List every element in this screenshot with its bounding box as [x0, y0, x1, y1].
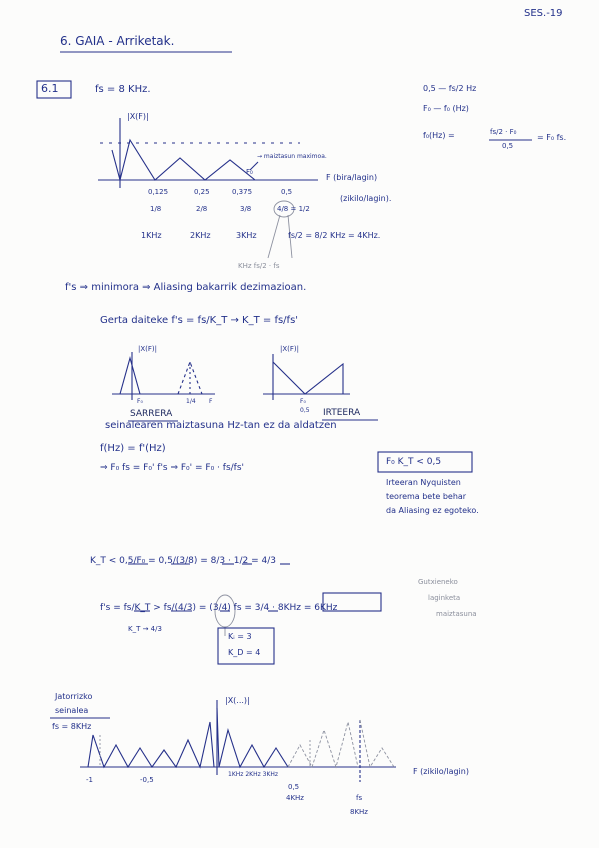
plot3-tick-neg1: -1	[86, 776, 93, 784]
plot3-y-label: |X(...)|	[225, 696, 250, 705]
plot2-right-tick-05: 0,5	[300, 407, 310, 414]
plot1-khz-3: 3KHz	[236, 231, 257, 240]
nyquist-line3: da Aliasing ez egoteko.	[386, 506, 479, 515]
exercise-number: 6.1	[41, 82, 59, 95]
relation-line3-lhs: f₀(Hz) =	[423, 131, 455, 140]
plot2-left-label: |X(F)|	[138, 345, 158, 353]
kt-sub: K_T → 4/3	[128, 625, 162, 633]
text-gerta: Gerta daiteke f's = fs/K_T → K_T = fs/fs'	[100, 315, 299, 326]
text-fhz: f(Hz) = f'(Hz)	[100, 443, 166, 454]
fs-computation: f's = fs/K_T > fs/(4/3) = (3/4) fs = 3/4 · 8KHz = 6KHz	[100, 603, 338, 613]
plot3-tick-05: 0,5	[288, 783, 300, 791]
plot2-left-tick-f: F	[209, 398, 213, 405]
date: SES.-19	[524, 8, 563, 19]
relation-line3-num: fs/2 · F₀	[490, 128, 517, 136]
plot3-8khz: 8KHz	[350, 808, 368, 816]
plot1-max-label: → maiztasun maximoa.	[257, 153, 327, 160]
label-irteera: IRTEERA	[323, 408, 361, 418]
note-line1: Gutxieneko	[418, 578, 458, 586]
nyquist-line2: teorema bete behar	[386, 492, 467, 501]
plot1-tick-0375: 0,375	[232, 188, 253, 196]
plot1-y-label: |X(F)|	[127, 112, 149, 121]
plot1-tick-0125: 0,125	[148, 188, 169, 196]
plot1-f0-label: F₀	[246, 168, 253, 176]
plot1-x-label2: (zikilo/lagin).	[340, 194, 392, 203]
plot1-frac-2: 2/8	[196, 205, 208, 213]
plot3-label1: Jatorrizko	[55, 692, 93, 701]
box-kd: K_D = 4	[228, 648, 261, 657]
text-aliasing: f's ⇒ minimora ⇒ Aliasing bakarrik dezimazioan.	[65, 282, 307, 293]
note-line2: laginketa	[428, 594, 461, 602]
text-f0-relation: ⇒ F₀ fs = F₀' f's ⇒ F₀' = F₀ · fs/fs'	[100, 463, 244, 473]
kt-computation: K_T < 0,5/F₀ = 0,5/(3/8) = 8/3 · 1/2 = 4/3	[90, 556, 276, 566]
plot1-tick-05: 0,5	[281, 188, 293, 196]
plot2-right-label: |X(F)|	[280, 345, 300, 353]
sampling-frequency: fs = 8 KHz.	[95, 84, 151, 95]
plot3-small-ticks: 1KHz 2KHz 3KHz	[228, 771, 279, 778]
relation-line1: 0,5 — fs/2 Hz	[423, 84, 477, 93]
plot2-left-tick-14: 1/4	[186, 398, 196, 405]
plot3-spectrum	[88, 708, 394, 767]
plot1-frac-1: 1/8	[150, 205, 162, 213]
relation-line2: F₀ — f₀ (Hz)	[423, 104, 469, 113]
plot1-khz-2: 2KHz	[190, 231, 211, 240]
plot2-left-tick-f0: F₀	[137, 398, 143, 405]
boxed-condition: F₀ K_T < 0,5	[386, 457, 442, 467]
plot1-tick-025: 0,25	[194, 188, 210, 196]
nyquist-line1: Irteeran Nyquisten	[386, 478, 461, 487]
relation-line3-den: 0,5	[502, 142, 514, 150]
plot1-frac-3: 3/8	[240, 205, 252, 213]
plot1-khz-eq: fs/2 = 8/2 KHz = 4KHz.	[288, 231, 381, 240]
plot2-left-spectrum	[120, 358, 140, 394]
plot3-4khz: 4KHz	[286, 794, 304, 802]
plot1-khz-1: 1KHz	[141, 231, 162, 240]
plot3-label3: fs = 8KHz	[52, 722, 92, 731]
plot3-fs: fs	[356, 794, 363, 802]
page-title: 6. GAIA - Arriketak.	[60, 34, 175, 48]
plot2-right-spectrum	[273, 362, 343, 394]
plot3-tick-neg05: -0,5	[140, 776, 154, 784]
plot1-spectrum	[120, 140, 255, 180]
plot3-label2: seinalea	[55, 706, 89, 715]
plot3-x-label: F (zikilo/lagin)	[413, 767, 469, 776]
relation-line3-rhs: = F₀ fs.	[537, 133, 567, 142]
plot1-frac-4: 4/8 = 1/2	[277, 205, 310, 213]
plot1-x-label: F (bira/lagin)	[326, 173, 378, 182]
box-ki: Kᵢ = 3	[228, 632, 252, 641]
plot2-right-tick-f0: F₀	[300, 398, 306, 405]
note-line3: maiztasuna	[436, 610, 477, 618]
text-seinalearen: seinalearen maiztasuna Hz-tan ez da aldatzen	[105, 420, 337, 431]
plot1-khz-pencil: KHz fs/2 · fs	[238, 262, 280, 270]
label-sarrera: SARRERA	[130, 409, 173, 419]
